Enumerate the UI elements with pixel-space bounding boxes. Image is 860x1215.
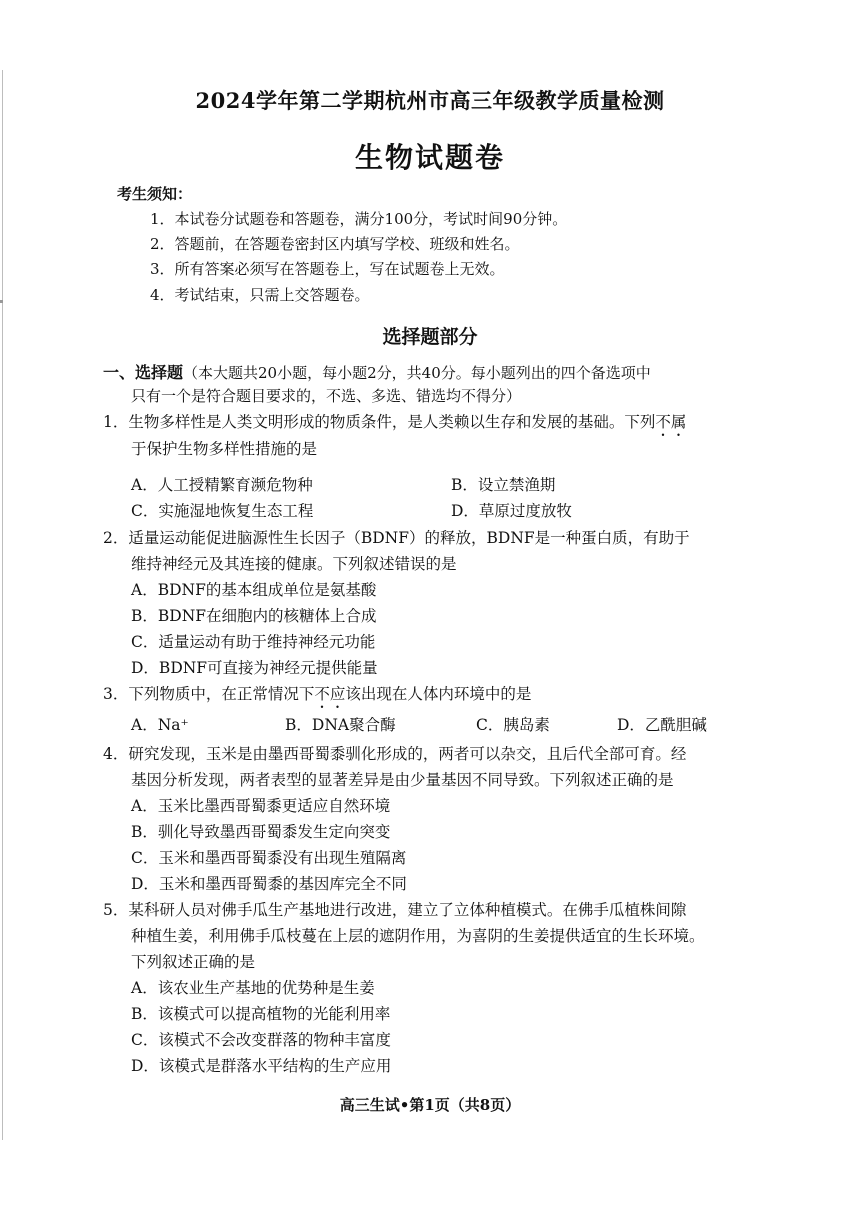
- note-item: 4．考试结束，只需上交答题卷。: [150, 286, 370, 304]
- question-1-option-d: D．草原过度放牧: [451, 502, 572, 520]
- question-2-option-a: A．BDNF的基本组成单位是氨基酸: [131, 581, 377, 599]
- question-2-option-c: C．适量运动有助于维持神经元功能: [131, 633, 376, 651]
- part-desc-cont: 只有一个是符合题目要求的，不选、多选、错选均不得分）: [131, 387, 522, 405]
- question-4-option-c: C．玉米和墨西哥蜀黍没有出现生殖隔离: [131, 849, 407, 867]
- question-2-option-b: B．BDNF在细胞内的核糖体上合成: [131, 607, 377, 625]
- question-4-stem-cont: 基因分析发现，两者表型的显著差异是由少量基因不同导致。下列叙述正确的是: [131, 771, 674, 789]
- exam-title: 2024学年第二学期杭州市高三年级教学质量检测: [195, 88, 665, 113]
- question-3-option-d: D．乙酰胆碱: [617, 716, 707, 734]
- question-5-stem-cont: 下列叙述正确的是: [131, 953, 256, 971]
- question-3-option-a: A．Na⁺: [131, 716, 189, 734]
- part-instructions: [103, 360, 651, 383]
- question-4-option-d: D．玉米和墨西哥蜀黍的基因库完全不同: [131, 875, 407, 893]
- question-3-stem: 3．下列物质中，在正常情况下不应该出现在人体内环境中的是: [103, 685, 532, 703]
- question-2-stem: 2．适量运动能促进脑源性生长因子（BDNF）的释放，BDNF是一种蛋白质，有助于: [103, 529, 690, 547]
- part-desc: （本大题共20小题，每小题2分，共40分。每小题列出的四个备选项中: [183, 364, 651, 382]
- question-5-option-d: D．该模式是群落水平结构的生产应用: [131, 1057, 392, 1075]
- note-item: 1．本试卷分试题卷和答题卷，满分100分，考试时间90分钟。: [150, 210, 568, 228]
- question-5-stem-cont: 种植生姜，利用佛手瓜枝蔓在上层的遮阴作用，为喜阴的生姜提供适宜的生长环境。: [131, 927, 705, 945]
- question-1-stem-cont: 于保护生物多样性措施的是: [131, 440, 318, 458]
- question-1-option-a: A．人工授精繁育濒危物种: [131, 476, 313, 494]
- question-5-option-b: B．该模式可以提高植物的光能利用率: [131, 1005, 391, 1023]
- scan-edge-mark: [0, 300, 3, 303]
- note-item: 2．答题前，在答题卷密封区内填写学校、班级和姓名。: [150, 235, 520, 253]
- part-label: 一、选择题: [103, 363, 184, 382]
- emphasis-text: 不属: [655, 413, 687, 431]
- question-4-option-b: B．驯化导致墨西哥蜀黍发生定向突变: [131, 823, 391, 841]
- question-3-option-b: B．DNA聚合酶: [285, 716, 396, 734]
- question-5-option-a: A．该农业生产基地的优势种是生姜: [131, 979, 375, 997]
- question-5-option-c: C．该模式不会改变群落的物种丰富度: [131, 1031, 391, 1049]
- question-5-stem: 5．某科研人员对佛手瓜生产基地进行改进，建立了立体种植模式。在佛手瓜植株间隙: [103, 901, 687, 919]
- question-3-option-c: C．胰岛素: [476, 716, 550, 734]
- question-4-option-a: A．玉米比墨西哥蜀黍更适应自然环境: [131, 797, 391, 815]
- question-1-option-b: B．设立禁渔期: [451, 476, 556, 494]
- scan-edge-line: [2, 70, 3, 1140]
- question-4-stem: 4．研究发现，玉米是由墨西哥蜀黍驯化形成的，两者可以杂交，且后代全部可育。经: [103, 745, 687, 763]
- question-1-option-c: C．实施湿地恢复生态工程: [131, 502, 314, 520]
- exam-subtitle: 生物试题卷: [354, 141, 505, 174]
- note-item: 3．所有答案必须写在答题卷上，写在试题卷上无效。: [150, 260, 505, 278]
- notes-title: 考生须知：: [117, 185, 193, 203]
- question-2-stem-cont: 维持神经元及其连接的健康。下列叙述错误的是: [131, 555, 457, 573]
- question-2-option-d: D．BDNF可直接为神经元提供能量: [131, 659, 378, 677]
- page-footer: 高三生试•第1页（共8页）: [339, 1096, 521, 1114]
- emphasis-text: 不应: [314, 685, 346, 703]
- question-1-stem: 1．生物多样性是人类文明形成的物质条件，是人类赖以生存和发展的基础。下列不属: [103, 413, 687, 431]
- section-heading: 选择题部分: [382, 326, 478, 348]
